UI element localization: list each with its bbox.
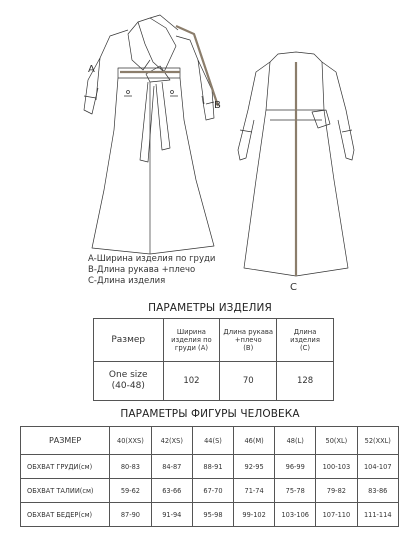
label-a: A — [88, 64, 95, 75]
table-cell: 79-82 — [316, 479, 357, 503]
table-cell: 59-62 — [110, 479, 151, 503]
size-header: 46(M) — [234, 427, 275, 455]
table-cell: 84-87 — [151, 455, 192, 479]
table-cell: 107-110 — [316, 503, 357, 527]
measurement-legend — [88, 254, 215, 287]
table-cell: 91-94 — [151, 503, 192, 527]
row-label-chest: ОБХВАТ ГРУДИ(см) — [21, 455, 110, 479]
table-cell: 104-107 — [357, 455, 398, 479]
coat-front-view — [84, 15, 214, 254]
size-header: 48(L) — [275, 427, 316, 455]
table-cell: 103-106 — [275, 503, 316, 527]
size-header: 40(XXS) — [110, 427, 151, 455]
table-cell: 63-66 — [151, 479, 192, 503]
table-cell: 96-99 — [275, 455, 316, 479]
table-cell: 88-91 — [192, 455, 233, 479]
value-c: 128 — [277, 362, 334, 401]
table-row — [21, 479, 399, 503]
table-cell: 67-70 — [192, 479, 233, 503]
table-cell: 92-95 — [234, 455, 275, 479]
table-cell: 99-102 — [234, 503, 275, 527]
size-header: 50(XL) — [316, 427, 357, 455]
product-params-title: ПАРАМЕТРЫ ИЗДЕЛИЯ — [148, 302, 272, 314]
one-size-cell: One size (40-48) — [94, 362, 164, 401]
table-cell: 111-114 — [357, 503, 398, 527]
label-c: C — [290, 282, 297, 293]
legend-item-b: B-Длина рукава +плечо — [88, 265, 196, 275]
table-cell: 95-98 — [192, 503, 233, 527]
table-row — [21, 503, 399, 527]
col-c-header: Длина изделия (C) — [277, 319, 334, 362]
figure-params-title: ПАРАМЕТРЫ ФИГУРЫ ЧЕЛОВЕКА — [120, 408, 300, 420]
legend-item-c: C-Длина изделия — [88, 276, 166, 286]
table-cell: 80-83 — [110, 455, 151, 479]
legend-item-a: A-Ширина изделия по груди — [88, 254, 216, 264]
figure-params-table — [20, 426, 399, 527]
table-cell: 87-90 — [110, 503, 151, 527]
row-label-waist: ОБХВАТ ТАЛИИ(см) — [21, 479, 110, 503]
row-label-hips: ОБХВАТ БЕДЕР(см) — [21, 503, 110, 527]
figure-size-header: РАЗМЕР — [21, 427, 110, 455]
col-b-header: Длина рукава +плечо (B) — [220, 319, 277, 362]
table-row — [21, 455, 399, 479]
label-b: B — [214, 100, 221, 111]
table-cell: 100-103 — [316, 455, 357, 479]
value-a: 102 — [163, 362, 220, 401]
col-a-header: Ширина изделия по груди (A) — [163, 319, 220, 362]
product-params-table — [93, 318, 334, 401]
value-b: 70 — [220, 362, 277, 401]
table-cell: 71-74 — [234, 479, 275, 503]
size-header: 44(S) — [192, 427, 233, 455]
product-size-header: Размер — [94, 319, 164, 362]
table-cell: 75-78 — [275, 479, 316, 503]
size-header: 42(XS) — [151, 427, 192, 455]
size-header: 52(XXL) — [357, 427, 398, 455]
table-cell: 83-86 — [357, 479, 398, 503]
